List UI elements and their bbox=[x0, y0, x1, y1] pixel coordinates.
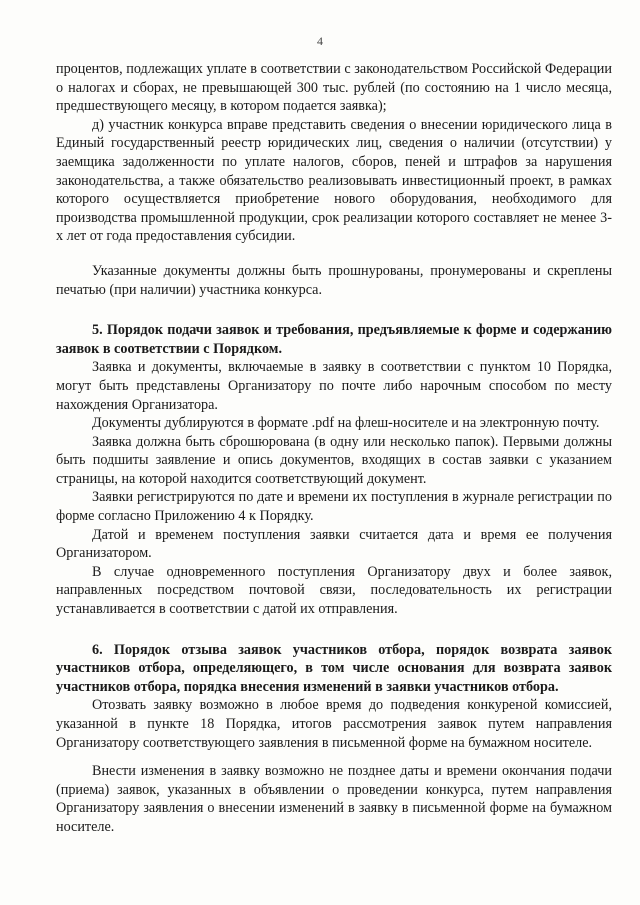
paragraph: Указанные документы должны быть прошнурованы, пронумерованы и скреплены печатью (при наличии) участника конкурса. bbox=[56, 262, 612, 298]
section-heading: 6. Порядок отзыва заявок участников отбора, порядок возврата заявок участников отбора, определяющего, в том числе основания для возврата заявок участников отбора, порядка внесения изменений в заявки участников отбора. bbox=[56, 641, 612, 695]
document-body bbox=[56, 60, 612, 837]
paragraph: Заявки регистрируются по дате и времени их поступления в журнале регистрации по форме согласно Приложению 4 к Порядку. bbox=[56, 489, 612, 525]
paragraph: Заявка и документы, включаемые в заявку в соответствии с пунктом 10 Порядка, могут быть представлены Организатору по почте либо нарочным способом по месту нахождения Организатора. bbox=[56, 359, 612, 413]
paragraph: д) участник конкурса вправе представить сведения о внесении юридического лица в Единый государственный реестр юридических лиц, сведения о наличии (отсутствии) у заемщика задолженности по уплате налогов, сборов, пеней и штрафов за нарушения законодательства, а также обязательство реализовывать инвестиционный проект, в рамках которого осуществляется приобретение нового оборудования, необходимого для производства промышленной продукции, срок реализации которого составляет не менее 3-х лет от года предоставления субсидии. bbox=[56, 116, 612, 245]
page-number: 4 bbox=[317, 34, 323, 48]
paragraph: процентов, подлежащих уплате в соответствии с законодательством Российской Федерации о налогах и сборах, не превышающей 300 тыс. рублей (по состоянию на 1 число месяца, предшествующего месяцу, в котором подается заявка); bbox=[56, 61, 612, 115]
paragraph: Документы дублируются в формате .pdf на флеш-носителе и на электронную почту. bbox=[92, 415, 600, 432]
paragraph: Заявка должна быть сброшюрована (в одну или несколько папок). Первыми должны быть подшиты заявление и опись документов, входящих в состав заявки с указанием страницы, на которой находится соответствующий документ. bbox=[56, 433, 612, 487]
paragraph: Отозвать заявку возможно в любое время до подведения конкуреной комиссией, указанной в пункте 18 Порядка, итогов рассмотрения заявок путем направления Организатору соответствующего заявления в письменной форме на бумажном носителе. bbox=[56, 697, 612, 751]
section-heading: 5. Порядок подачи заявок и требования, предъявляемые к форме и содержанию заявок в соответствии с Порядком. bbox=[56, 322, 612, 357]
paragraph: В случае одновременного поступления Организатору двух и более заявок, направленных посредством почтовой связи, последовательность их регистрации устанавливается в соответствии с датой их отправления. bbox=[56, 563, 612, 618]
paragraph: Внести изменения в заявку возможно не позднее даты и времени окончания подачи (приема) заявок, указанных в объявлении о проведении конкурса, путем направления Организатору заявления о внесении изменений в заявку в письменной форме на бумажном носителе. bbox=[56, 763, 612, 835]
paragraph: Датой и временем поступления заявки считается дата и время ее получения Организатором. bbox=[56, 526, 612, 562]
